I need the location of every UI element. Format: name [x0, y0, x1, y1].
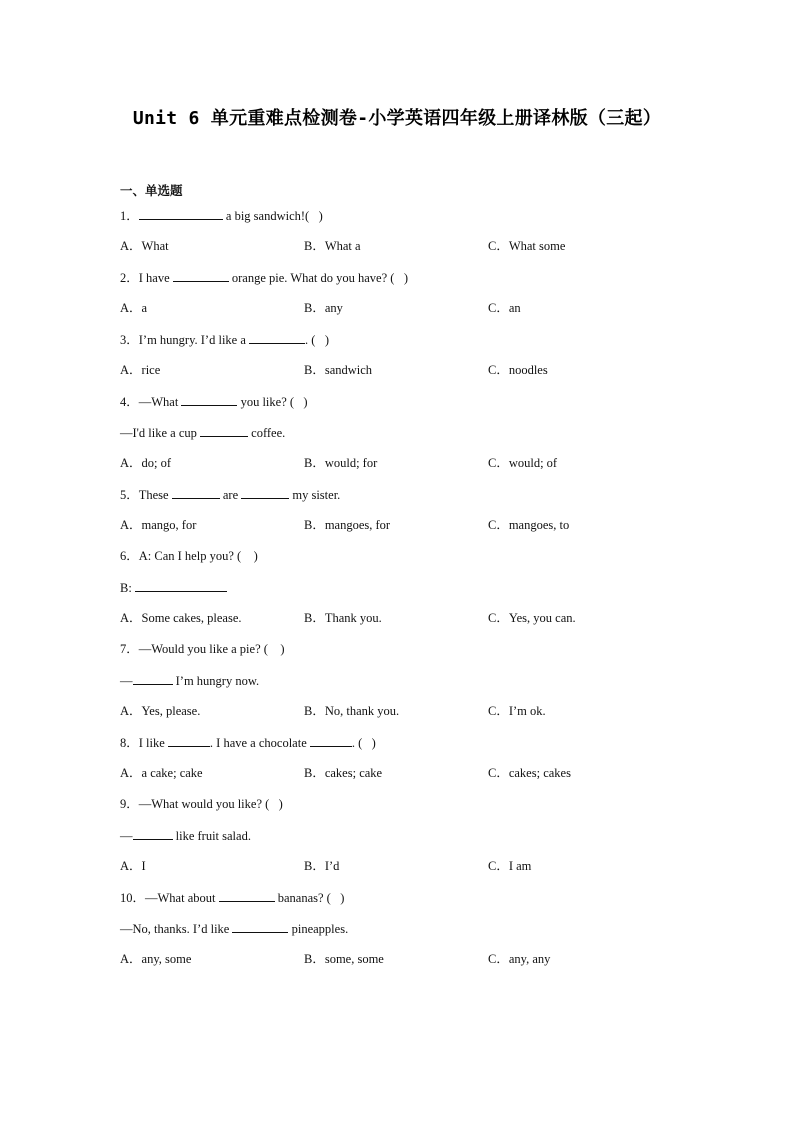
question-line	[120, 670, 680, 701]
question-line	[120, 887, 680, 918]
question-text: 8．I like	[120, 736, 168, 750]
question-list	[120, 205, 680, 980]
option-a[interactable]: A．Some cakes, please.	[120, 611, 242, 625]
question-line	[120, 329, 680, 360]
option-a[interactable]: A．a	[120, 301, 148, 315]
answer-blank[interactable]	[249, 329, 305, 344]
question-text: —No, thanks. I’d like	[120, 922, 233, 936]
page-title: Unit 6 单元重难点检测卷-小学英语四年级上册译林版（三起）	[132, 108, 662, 129]
question-text: 2．I have	[120, 271, 173, 285]
answer-blank[interactable]	[200, 422, 248, 437]
option-c[interactable]: C．Yes, you can.	[488, 611, 576, 625]
option-c[interactable]: C．I am	[488, 859, 532, 873]
answer-blank[interactable]	[310, 732, 352, 747]
question-text: coffee.	[248, 426, 286, 440]
answer-blank[interactable]	[181, 391, 237, 406]
answer-options	[120, 453, 680, 484]
option-c[interactable]: C．would; of	[488, 456, 558, 470]
question-item	[120, 546, 680, 639]
answer-options	[120, 856, 680, 887]
answer-blank[interactable]	[241, 484, 289, 499]
option-b[interactable]: B．sandwich	[304, 363, 373, 377]
option-b[interactable]: B．No, thank you.	[304, 704, 400, 718]
question-item	[120, 267, 680, 329]
question-line	[120, 267, 680, 298]
option-b[interactable]: B．would; for	[304, 456, 378, 470]
answer-blank[interactable]	[232, 918, 288, 933]
answer-options	[120, 608, 680, 639]
option-a[interactable]: A．rice	[120, 363, 161, 377]
answer-options	[120, 763, 680, 794]
question-text: a big sandwich!( )	[222, 209, 323, 223]
option-c[interactable]: C．mangoes, to	[488, 518, 570, 532]
question-text: orange pie. What do you have? ( )	[228, 271, 408, 285]
question-line	[120, 205, 680, 236]
option-a[interactable]: A．Yes, please.	[120, 704, 201, 718]
answer-blank[interactable]	[133, 825, 173, 840]
question-text: . ( )	[351, 736, 376, 750]
question-text: —I'd like a cup	[120, 426, 201, 440]
question-line	[120, 546, 680, 577]
question-text: bananas? ( )	[274, 891, 345, 905]
answer-blank[interactable]	[139, 205, 223, 220]
option-c[interactable]: C．noodles	[488, 363, 548, 377]
option-a[interactable]: A．any, some	[120, 952, 192, 966]
question-line	[120, 484, 680, 515]
option-c[interactable]: C．any, any	[488, 952, 551, 966]
section-heading: 一、单选题	[120, 183, 183, 198]
option-b[interactable]: B．some, some	[304, 952, 384, 966]
question-item	[120, 205, 680, 267]
question-text: 3．I’m hungry. I’d like a	[120, 333, 250, 347]
option-a[interactable]: A．What	[120, 239, 169, 253]
option-b[interactable]: B．any	[304, 301, 343, 315]
question-line	[120, 918, 680, 949]
option-b[interactable]: B．What a	[304, 239, 361, 253]
option-b[interactable]: B．I’d	[304, 859, 340, 873]
question-line	[120, 577, 680, 608]
answer-options	[120, 298, 680, 329]
question-text: are	[219, 488, 242, 502]
question-item	[120, 887, 680, 980]
answer-blank[interactable]	[172, 484, 220, 499]
option-a[interactable]: A．mango, for	[120, 518, 197, 532]
option-b[interactable]: B．Thank you.	[304, 611, 382, 625]
option-c[interactable]: C．I’m ok.	[488, 704, 546, 718]
question-text: —	[120, 674, 133, 688]
answer-options	[120, 360, 680, 391]
question-text: 4．—What	[120, 395, 182, 409]
question-text: you like? ( )	[237, 395, 308, 409]
question-line	[120, 639, 680, 670]
question-text: 10．—What about	[120, 891, 219, 905]
question-text: my sister.	[289, 488, 341, 502]
option-b[interactable]: B．mangoes, for	[304, 518, 391, 532]
answer-options	[120, 949, 680, 980]
answer-blank[interactable]	[173, 267, 229, 282]
option-c[interactable]: C．cakes; cakes	[488, 766, 571, 780]
answer-options	[120, 515, 680, 546]
question-item	[120, 794, 680, 887]
question-item	[120, 329, 680, 391]
question-text: I’m hungry now.	[172, 674, 260, 688]
question-text: like fruit salad.	[172, 829, 251, 843]
question-line	[120, 422, 680, 453]
answer-blank[interactable]	[168, 732, 210, 747]
question-text: B:	[120, 581, 135, 595]
answer-blank[interactable]	[135, 577, 227, 592]
question-line	[120, 794, 680, 825]
question-line	[120, 391, 680, 422]
option-a[interactable]: A．do; of	[120, 456, 172, 470]
question-item	[120, 484, 680, 546]
question-text: 6．A: Can I help you? ( )	[120, 549, 258, 563]
question-item	[120, 732, 680, 794]
question-text: 5．These	[120, 488, 172, 502]
question-item	[120, 639, 680, 732]
answer-blank[interactable]	[133, 670, 173, 685]
answer-options	[120, 236, 680, 267]
answer-blank[interactable]	[219, 887, 275, 902]
question-text: 9．—What would you like? ( )	[120, 797, 283, 811]
question-line	[120, 732, 680, 763]
question-text: . I have a chocolate	[209, 736, 310, 750]
question-text: pineapples.	[288, 922, 349, 936]
answer-options	[120, 701, 680, 732]
option-b[interactable]: B．cakes; cake	[304, 766, 383, 780]
question-text: 7．—Would you like a pie? ( )	[120, 642, 285, 656]
option-a[interactable]: A．I	[120, 859, 146, 873]
option-c[interactable]: C．What some	[488, 239, 566, 253]
question-text: . ( )	[305, 333, 329, 347]
option-c[interactable]: C．an	[488, 301, 521, 315]
question-text: 1．	[120, 209, 139, 223]
option-a[interactable]: A．a cake; cake	[120, 766, 203, 780]
question-line	[120, 825, 680, 856]
question-item	[120, 391, 680, 484]
question-text: —	[120, 829, 133, 843]
